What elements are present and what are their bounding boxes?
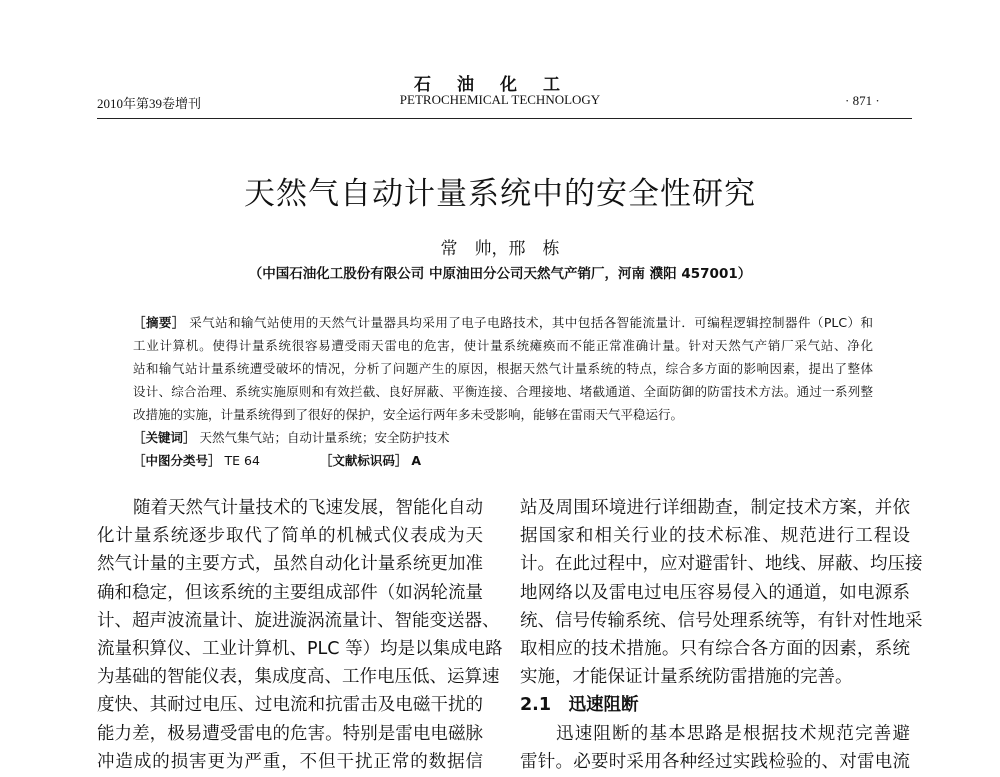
body-line: 统、信号传输系统、信号处理系统等，有针对性地采 [520,610,923,631]
body-line: 为基础的智能仪表，集成度高、工作电压低、运算速 [97,667,500,688]
keywords-label: ［关键词］ [133,430,196,445]
body-line: 度快、其耐过电压、过电流和抗雷击及电磁干扰的 [97,695,483,716]
page-number: · 871 · [845,93,880,108]
body-line: 能力差，极易遭受雷电的危害。特别是雷电电磁脉 [97,723,483,744]
body-line: 化计量系统逐步取代了简单的机械式仪表成为天 [97,526,483,547]
abstract-line: 设计、综合治理、系统实施原则和有效拦截、良好屏蔽、平衡连接、合理接地、堵截通道、全面防御的防雷技术方法。通过一系列整 [133,384,873,399]
keywords: 天然气集气站；自动计量系统；安全防护技术 [199,430,450,445]
body-line: 冲造成的损害更为严重，不但干扰正常的数据信 [97,751,483,772]
abstract-line: 改措施的实施，计量系统得到了很好的保护，安全运行两年多未受影响，能够在雷雨天气平稳运行。 [133,407,684,422]
doc-code: A [411,453,422,468]
abstract-line: ［摘要］ 采气站和输气站使用的天然气计量器具均采用了电子电路技术，其中包括各智能流量计．可编程逻辑控制器件（PLC）和 [133,315,873,330]
article-authors: 常 帅，邢 栋 [440,239,560,259]
body-right-column [520,495,923,777]
body-line: 确和稳定，但该系统的主要组成部件（如涡轮流量 [97,582,483,603]
body-line: 站及周围环境进行详细勘查，制定技术方案，并依 [520,498,910,518]
section-heading: 2.1 迅速阻断 [520,695,639,716]
body-line: 据国家和相关行业的技术标准、规范进行工程设 [520,526,910,547]
body-left-column [97,495,503,777]
clc-label: ［中图分类号］ [133,453,221,468]
body-line: 随着天然气计量技术的飞速发展，智能化自动 [133,498,483,518]
abstract-label: ［摘要］ [133,315,185,330]
body-line: 然气计量的主要方式，虽然自动化计量系统更加准 [97,554,483,575]
abstract-block [133,313,873,474]
body-line: 地网络以及雷电过电压容易侵入的通道，如电源系 [520,582,910,603]
journal-name-cn: 石油化工 [414,75,586,95]
keywords-line [133,428,873,451]
body-line: 计。在此过程中，应对避雷针、地线、屏蔽、均压接 [520,554,923,575]
abstract-line: 站和输气站计量系统遭受破坏的情况，分析了问题产生的原因，根据天然气计量系统的特点，综合多方面的影响因素，提出了整体 [133,361,873,376]
classification-line [133,451,873,474]
body-line: 取相应的技术措施。只有综合各方面的因素，系统 [520,638,910,659]
journal-name-en: PETROCHEMICAL TECHNOLOGY [399,92,601,107]
body-line: 流量积算仪、工业计算机、PLC 等）均是以集成电路 [97,638,503,659]
issue-label: 2010年第39卷增刊 [97,96,202,111]
doc-code-label: ［文献标识码］ [319,453,408,468]
article-title: 天然气自动计量系统中的安全性研究 [244,176,756,212]
body-line: 实施，才能保证计量系统防雷措施的完善。 [520,667,853,688]
article-affiliation: （中国石油化工股份有限公司 中原油田分公司天然气产销厂，河南 濮阳 457001） [248,266,752,282]
clc-code: TE 64 [224,453,260,468]
body-line: 迅速阻断的基本思路是根据技术规范完善避 [556,723,910,744]
abstract-line: 工业计算机。使得计量系统很容易遭受雨天雷电的危害，使计量系统瘫痪而不能正常准确计量。针对天然气产销厂采气站、净化 [133,338,873,353]
body-line: 计、超声波流量计、旋进漩涡流量计、智能变送器、 [97,610,500,631]
header-divider [97,118,912,119]
body-line: 雷针。必要时采用各种经过实践检验的、对雷电流 [520,751,910,772]
